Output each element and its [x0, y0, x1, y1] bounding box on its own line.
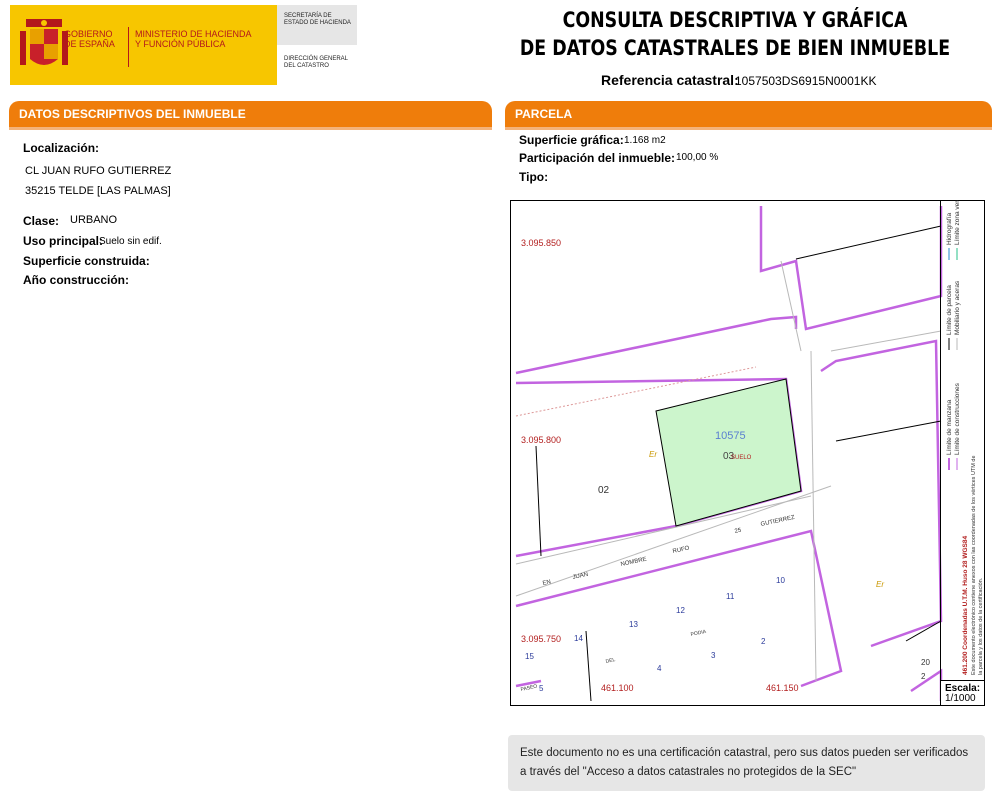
- house-number-5: 5: [539, 684, 544, 693]
- section-underline-left: [9, 127, 492, 130]
- cadastral-map[interactable]: [510, 200, 985, 706]
- block-outline-lower-right: [911, 671, 941, 701]
- right-number-20: 20: [921, 658, 930, 667]
- house-number-13: 13: [629, 620, 638, 629]
- parcel-number-label: 10575: [715, 430, 746, 442]
- address-line2: 35215 TELDE [LAS PALMAS]: [25, 185, 171, 197]
- house-number-3: 3: [711, 651, 716, 660]
- legend-doc-note-2: la parcela y los datos de la certificación.: [978, 577, 984, 675]
- ref-catastral-label: Referencia catastral:: [601, 72, 739, 88]
- neighbor-parcel-02: 02: [598, 485, 610, 496]
- localizacion-label: Localización:: [23, 141, 100, 155]
- superficie-grafica-value: 1.168 m2: [624, 135, 666, 146]
- legend-drawing: [941, 200, 984, 680]
- coat-of-arms-icon: [20, 15, 68, 75]
- legend-mobiliario: Mobiliario y aceras: [954, 280, 961, 335]
- disclaimer-text: Este documento no es una certificación catastral, pero sus datos pueden ser verificados a través del "Acceso a datos catastrales no protegidos de la SEC": [520, 747, 969, 778]
- legend-hidrografia: Hidrografía: [946, 212, 953, 245]
- uso-principal-label: Uso principal:: [23, 234, 104, 248]
- street-word-paseo: PASEO: [520, 683, 538, 693]
- house-number-11: 11: [726, 592, 735, 601]
- coord-label-461100: 461.100: [601, 683, 634, 693]
- map-legend: [940, 200, 984, 680]
- parcel-boundary-bottom-left: [586, 631, 591, 701]
- street-word-en: EN: [542, 579, 552, 587]
- coord-label-3095750: 3.095.750: [521, 634, 562, 644]
- parcel-suelo-label: SUELO: [731, 455, 752, 461]
- logo-divider: [128, 27, 129, 67]
- scale-label: Escala:: [945, 683, 981, 694]
- disclaimer-box: [508, 735, 985, 791]
- legend-construcciones: Límite de construcciones: [954, 383, 961, 455]
- legend-parcela: Límite de parcela: [946, 285, 953, 335]
- house-number-15: 15: [525, 652, 534, 661]
- house-number-10: 10: [776, 576, 785, 585]
- parcel-boundary-top: [796, 226, 941, 259]
- block-outline-right: [821, 341, 941, 646]
- legend-doc-note-1: Este documento electrónico contiene anexos con las coordenadas de los vértices UTM de: [971, 455, 977, 675]
- street-word-juan: JUAN: [572, 571, 589, 581]
- sidewalk-line-2: [516, 496, 811, 564]
- street-word-rufo: RUFO: [672, 545, 691, 555]
- coord-label-3095850: 3.095.850: [521, 238, 562, 248]
- anio-construccion-label: Año construcción:: [23, 273, 130, 287]
- government-of-spain-text: GOBIERNO DE ESPAÑA: [64, 29, 115, 49]
- tipo-label: Tipo:: [519, 170, 549, 184]
- block-outline-top: [761, 206, 941, 329]
- section-title-parcela: PARCELA: [515, 107, 573, 121]
- scale-value: 1/1000: [945, 693, 976, 704]
- section-title-descriptive: DATOS DESCRIPTIVOS DEL INMUEBLE: [19, 107, 246, 121]
- house-number-14: 14: [574, 634, 583, 643]
- sidewalk-line-3: [831, 331, 941, 351]
- street-word-podia: PODIA: [690, 628, 707, 638]
- block-outline-top-left: [516, 317, 796, 373]
- street-word-25: 25: [734, 527, 742, 535]
- parcel-sub-label: 03: [723, 451, 735, 462]
- map-drawing: [511, 201, 984, 705]
- participacion-value: 100,00 %: [676, 152, 719, 163]
- section-underline-right: [505, 127, 992, 130]
- right-number-2: 2: [921, 672, 926, 681]
- section-header-parcela: [505, 101, 992, 127]
- page-title: [519, 6, 951, 62]
- government-logo: [10, 5, 277, 85]
- ministry-text: MINISTERIO DE HACIENDA Y FUNCIÓN PÚBLICA: [135, 29, 252, 49]
- superficie-grafica-label: Superficie gráfica:: [519, 133, 624, 147]
- house-number-12: 12: [676, 606, 685, 615]
- address-line1: CL JUAN RUFO GUTIERREZ: [25, 165, 172, 177]
- page-title-line2: DE DATOS CATASTRALES DE BIEN INMUEBLE: [519, 36, 951, 60]
- legend-zona-verde: Límite zona verde: [954, 200, 961, 245]
- legend-coords-note: 461.200 Coordenadas U.T.M. Huso 28 WGS84: [962, 535, 969, 675]
- sidewalk-line-4: [811, 351, 816, 681]
- coord-label-461150: 461.150: [766, 683, 799, 693]
- clase-value: URBANO: [70, 214, 118, 226]
- participacion-label: Participación del inmueble:: [519, 151, 676, 165]
- house-number-4: 4: [657, 664, 662, 673]
- house-number-2: 2: [761, 637, 766, 646]
- er-label-1: Er: [649, 450, 657, 459]
- parcel-boundary-right-block: [836, 421, 941, 441]
- street-word-gutierrez: GUTIERREZ: [760, 514, 796, 528]
- secretaria-text: SECRETARÍA DE ESTADO DE HACIENDA: [284, 13, 351, 26]
- page-title-line1: CONSULTA DESCRIPTIVA Y GRÁFICA: [562, 8, 908, 32]
- clase-label: Clase:: [23, 214, 60, 228]
- street-word-nombre: NOMBRE: [620, 556, 648, 568]
- superficie-construida-label: Superficie construida:: [23, 254, 150, 268]
- ref-catastral-value: 1057503DS6915N0001KK: [735, 74, 877, 88]
- scale-box: [940, 680, 984, 705]
- legend-manzana: Límite de manzana: [946, 399, 953, 455]
- uso-principal-value: Suelo sin edif.: [99, 236, 162, 247]
- section-header-descriptive: [9, 101, 492, 127]
- er-label-2: Er: [876, 580, 884, 589]
- direccion-text: DIRECCIÓN GENERAL DEL CATASTRO: [284, 56, 348, 69]
- coord-label-3095800: 3.095.800: [521, 435, 562, 445]
- parcel-boundary-02-left: [536, 446, 541, 556]
- street-word-del: DEL: [605, 657, 616, 665]
